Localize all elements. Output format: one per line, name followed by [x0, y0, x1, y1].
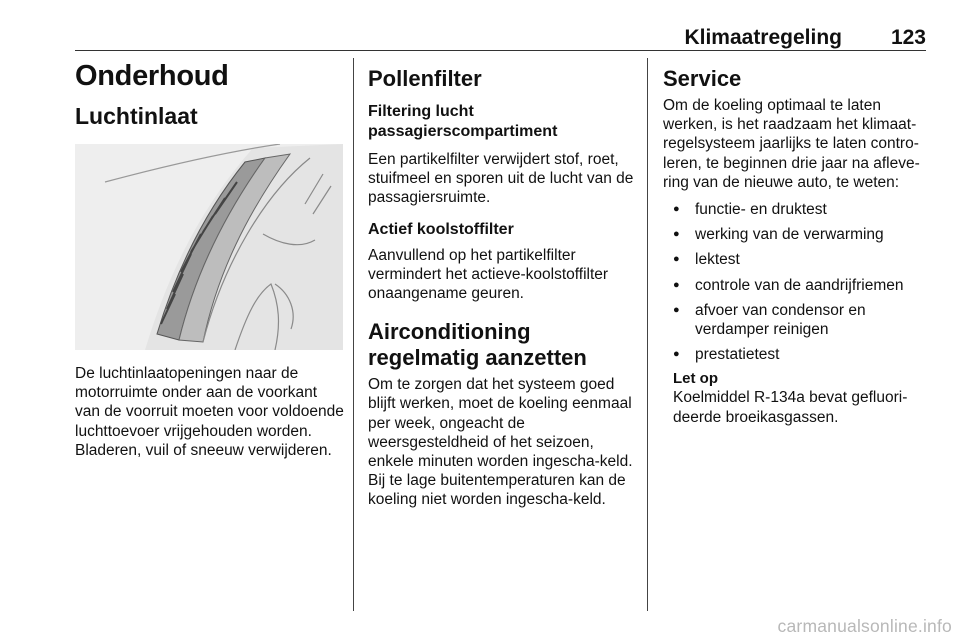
subheading-koolstoffilter: Actief koolstoffilter [368, 220, 514, 238]
page-number: 123 [890, 26, 926, 49]
column-divider-right [647, 58, 648, 611]
chapter-title: Klimaatregeling [684, 26, 842, 49]
note-title: Let op [673, 370, 718, 388]
column-pollenfilter [368, 66, 636, 510]
list-item: ● werking van de verwarming [663, 225, 929, 244]
list-item: ● functie- en druktest [663, 200, 929, 219]
section-title-onderhoud: Onderhoud [75, 60, 229, 92]
filtering-body: Een partikelfilter verwijdert stof, roet, stuifmeel en sporen uit de lucht van de passagiersruimte. [368, 151, 634, 207]
subheading-filtering: Filtering lucht passagierscompartiment [368, 103, 558, 140]
list-item: ● lektest [663, 250, 929, 269]
note-box [663, 370, 929, 426]
column-divider-left [353, 58, 354, 611]
note-body: Koelmiddel R-134a bevat gefluori-deerde broeikasgassen. [673, 389, 908, 426]
header-rule [75, 50, 926, 51]
column-onderhoud [75, 58, 345, 460]
list-item: ● prestatietest [663, 345, 929, 364]
list-item: ● afvoer van condensor en verdamper reinigen [663, 301, 929, 339]
air-inlet-illustration [75, 144, 343, 350]
service-intro: Om de koeling optimaal te laten werken, is het raadzaam het klimaat-regelsysteem jaarlijks te laten contro-leren, te beginnen drie jaar na afleve-ring van de nieuwe auto, te weten: [663, 97, 920, 191]
list-item: ● controle van de aandrijfriemen [663, 276, 929, 295]
section-title-pollenfilter: Pollenfilter [368, 66, 482, 91]
service-checklist [663, 200, 929, 364]
luchtinlaat-body: De luchtinlaatopeningen naar de motorruimte onder aan de voorkant van de voorruit moeten voor voldoende luchttoevoer vrijgehouden worden. Bladeren, vuil of sneeuw verwijderen. [75, 365, 344, 459]
section-title-service: Service [663, 66, 742, 91]
koolstoffilter-body: Aanvullend op het partikelfilter vermindert het actieve-koolstoffilter onaangename geuren. [368, 246, 609, 303]
subsection-title-luchtinlaat: Luchtinlaat [75, 103, 198, 129]
watermark: carmanualsonline.info [777, 616, 952, 636]
section-title-airconditioning: Airconditioning regelmatig aanzetten [368, 319, 587, 371]
column-service [663, 66, 929, 427]
airconditioning-body: Om te zorgen dat het systeem goed blijft werken, moet de koeling eenmaal per week, ongeacht de weersgesteldheid of het seizoen, enkele minuten worden ingescha-keld. Bij te lage buitentemperaturen kan de koeling niet worden ingescha-keld. [368, 376, 633, 509]
